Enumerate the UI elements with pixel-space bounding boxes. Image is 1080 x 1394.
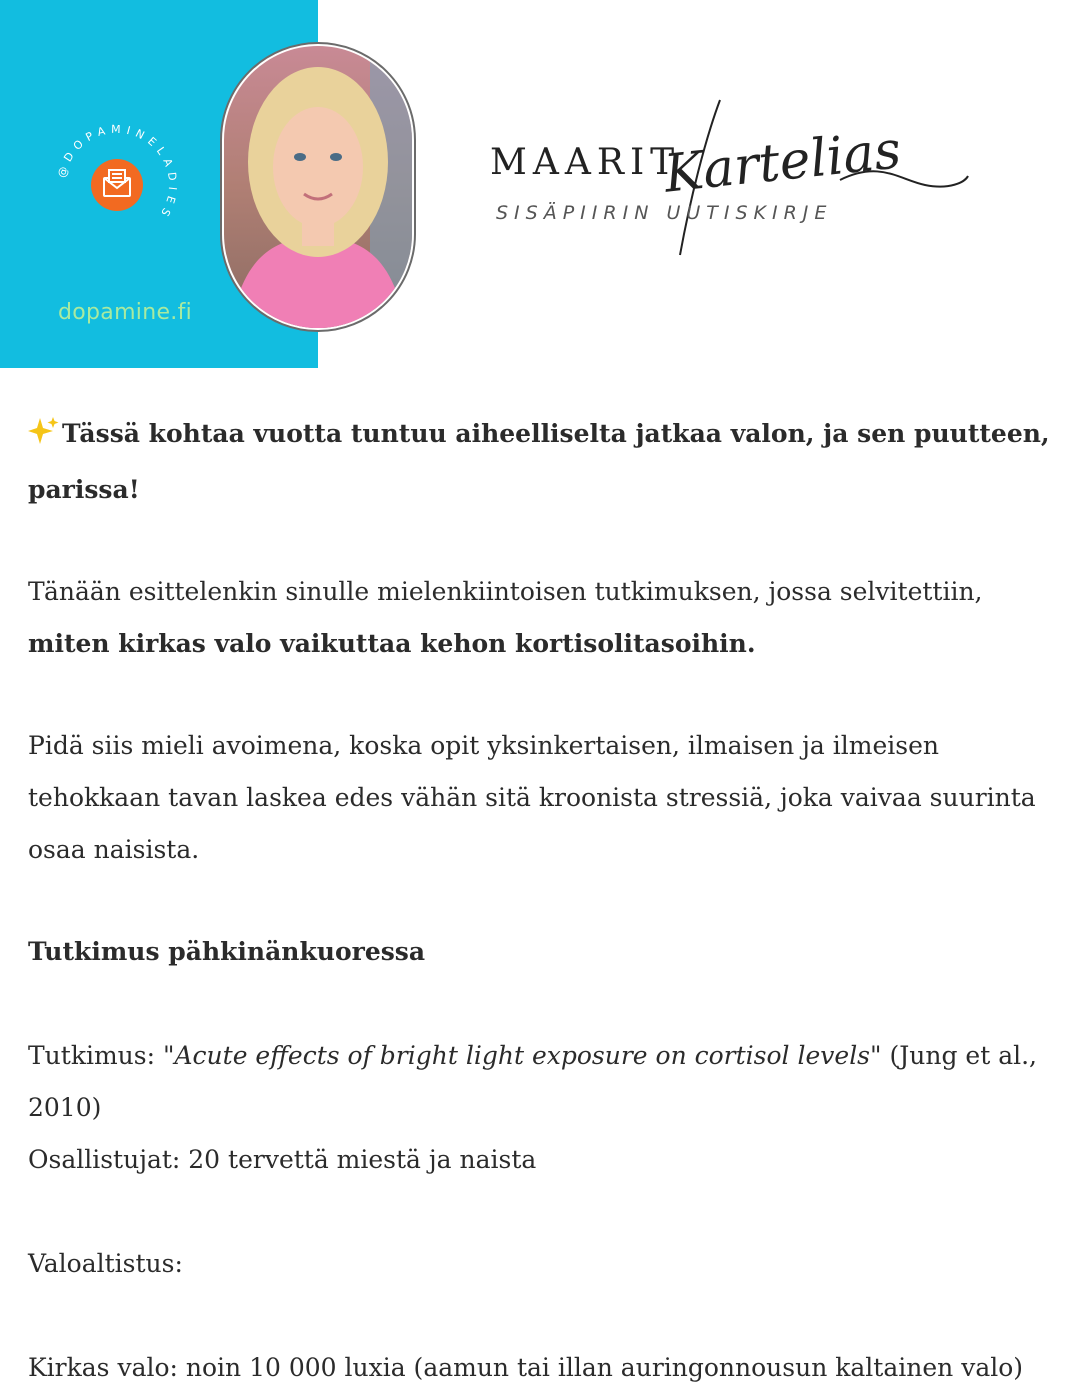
- logo-subtitle: SISÄPIIRIN UUTISKIRJE: [496, 202, 833, 224]
- paragraph-1-bold: miten kirkas valo vaikuttaa kehon kortisolitasoihin.: [28, 629, 756, 658]
- study-label: Tutkimus: ": [28, 1041, 175, 1070]
- paragraph-1: [28, 566, 1058, 670]
- participants-line: Osallistujat: 20 tervettä miestä ja naista: [28, 1145, 537, 1174]
- paragraph-1-text: Tänään esittelenkin sinulle mielenkiintoisen tutkimuksen, jossa selvitettiin,: [28, 577, 983, 606]
- exposure-label: Valoaltistus:: [28, 1249, 183, 1278]
- study-line: [28, 1030, 1058, 1134]
- section-heading: Tutkimus pähkinänkuoressa: [28, 937, 426, 966]
- intro-paragraph: [28, 408, 1058, 516]
- brand-url[interactable]: dopamine.fi: [58, 300, 193, 325]
- newsletter-body: [28, 408, 1058, 1394]
- paragraph-2: Pidä siis mieli avoimena, koska opit yksinkertaisen, ilmaisen ja ilmeisen tehokkaan tavan laskea edes vähän sitä kroonista stressiä, joka vaivaa suurinta osaa naisista.: [28, 731, 1036, 864]
- logo-signature: [480, 80, 980, 270]
- maarit-kartelias-logo: [480, 80, 980, 270]
- logo-name: MAARIT: [490, 142, 681, 183]
- dopamineladies-badge: [52, 120, 182, 250]
- study-citation: " (Jung et al., 2010): [28, 1041, 1037, 1122]
- author-photo: [220, 42, 416, 332]
- sparkles-icon: [28, 412, 62, 464]
- study-title: Acute effects of bright light exposure on cortisol levels: [174, 1041, 871, 1070]
- logo-script-text: Kartelias: [661, 120, 904, 205]
- badge-ring-text: @DOPAMINELADIES: [55, 122, 180, 223]
- intro-text: Tässä kohtaa vuotta tuntuu aiheelliselta jatkaa valon, ja sen puutteen, parissa!: [28, 419, 1050, 504]
- newsletter-header: [0, 0, 1080, 368]
- bright-light-line: Kirkas valo: noin 10 000 luxia (aamun tai illan auringonnousun kaltainen valo): [28, 1353, 1024, 1382]
